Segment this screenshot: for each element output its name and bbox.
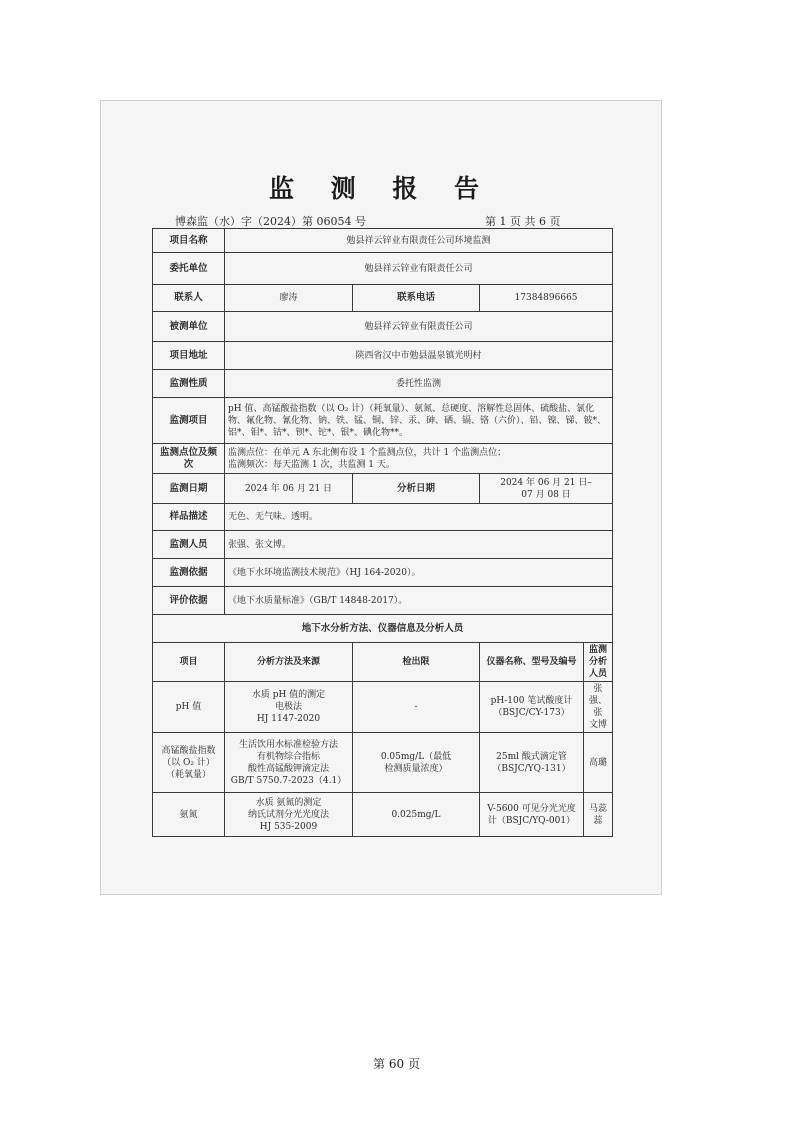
- table-row: [153, 682, 613, 733]
- label-dates: 监测日期: [153, 474, 225, 504]
- method-row-method: 水质 氨氮的测定 纳氏试剂分光光度法 HJ 535-2009: [225, 793, 353, 837]
- value-project-name: 勉县祥云锌业有限责任公司环境监测: [225, 229, 613, 253]
- label-client: 委托单位: [153, 253, 225, 285]
- value-points: 监测点位：在单元 A 东北侧布设 1 个监测点位，共计 1 个监测点位； 监测频次：每天监测 1 次，共监测 1 天。: [225, 444, 613, 474]
- row-basis: [153, 559, 613, 587]
- method-row-instrument: pH-100 笔试酸度计 （BSJC/CY-173）: [480, 682, 584, 733]
- row-sample: [153, 504, 613, 531]
- table-row: [153, 733, 613, 793]
- label-nature: 监测性质: [153, 370, 225, 398]
- label-staff: 监测人员: [153, 531, 225, 559]
- report-info-table: [152, 228, 613, 837]
- method-row-method: 生活饮用水标准检验方法 有机物综合指标 酸性高锰酸钾滴定法 GB/T 5750.7-2023（4.1）: [225, 733, 353, 793]
- methods-header-limit: 检出限: [353, 643, 480, 682]
- label-sample: 样品描述: [153, 504, 225, 531]
- method-row-limit: 0.05mg/L（最低 检测质量浓度）: [353, 733, 480, 793]
- label-monitored-unit: 被测单位: [153, 312, 225, 342]
- value-phone: 17384896665: [480, 285, 613, 312]
- value-staff: 张强、张文博。: [225, 531, 613, 559]
- label-evaluation: 评价依据: [153, 587, 225, 615]
- row-evaluation: [153, 587, 613, 615]
- value-analysis-dates: 2024 年 06 月 21 日– 07 月 08 日: [480, 474, 613, 504]
- value-evaluation: 《地下水质量标准》（GB/T 14848-2017）。: [225, 587, 613, 615]
- method-row-item: 氨氮: [153, 793, 225, 837]
- label-items: 监测项目: [153, 398, 225, 444]
- label-address: 项目地址: [153, 342, 225, 370]
- row-methods-section-title: [153, 615, 613, 643]
- value-address: 陕西省汉中市勉县温泉镇光明村: [225, 342, 613, 370]
- label-project-name: 项目名称: [153, 229, 225, 253]
- value-client: 勉县祥云锌业有限责任公司: [225, 253, 613, 285]
- row-contact: [153, 285, 613, 312]
- label-analysis-dates: 分析日期: [353, 474, 480, 504]
- row-client: [153, 253, 613, 285]
- method-row-analyst: 高璐: [584, 733, 613, 793]
- scanned-report-page: [100, 100, 662, 895]
- methods-header-item: 项目: [153, 643, 225, 682]
- value-items: pH 值、高锰酸盐指数（以 O₂ 计）（耗氧量）、氨氮、总硬度、溶解性总固体、硫酸盐、氯化物、氟化物、氰化物、钠、铁、锰、铜、锌、汞、砷、硒、镉、铬（六价）、铅、镍、锑、铍*、铝*、钼*、钴*、钡*、铊*、银*、碘化物**。: [225, 398, 613, 444]
- label-contact: 联系人: [153, 285, 225, 312]
- method-row-item: pH 值: [153, 682, 225, 733]
- value-dates: 2024 年 06 月 21 日: [225, 474, 353, 504]
- methods-header-row: [153, 643, 613, 682]
- method-row-analyst: 张强、张 文博: [584, 682, 613, 733]
- row-items: [153, 398, 613, 444]
- methods-header-method: 分析方法及来源: [225, 643, 353, 682]
- row-monitored-unit: [153, 312, 613, 342]
- method-row-limit: 0.025mg/L: [353, 793, 480, 837]
- methods-section-title: 地下水分析方法、仪器信息及分析人员: [153, 615, 613, 643]
- method-row-instrument: V-5600 可见分光光度 计（BSJC/YQ-001）: [480, 793, 584, 837]
- label-phone: 联系电话: [353, 285, 480, 312]
- value-sample: 无色、无气味、透明。: [225, 504, 613, 531]
- method-row-analyst: 马蕊蕊: [584, 793, 613, 837]
- report-reference-number: 博森监（水）字（2024）第 06054 号: [175, 215, 366, 228]
- methods-header-instrument: 仪器名称、型号及编号: [480, 643, 584, 682]
- method-row-method: 水质 pH 值的测定 电极法 HJ 1147-2020: [225, 682, 353, 733]
- label-basis: 监测依据: [153, 559, 225, 587]
- methods-header-analyst: 监测分析人员: [584, 643, 613, 682]
- value-basis: 《地下水环境监测技术规范》（HJ 164-2020）。: [225, 559, 613, 587]
- page-number: 第 60 页: [373, 1057, 420, 1071]
- value-contact: 廖涛: [225, 285, 353, 312]
- method-row-limit: -: [353, 682, 480, 733]
- table-row: [153, 793, 613, 837]
- method-row-instrument: 25ml 酸式滴定管 （BSJC/YQ-131）: [480, 733, 584, 793]
- row-points: [153, 444, 613, 474]
- row-dates: [153, 474, 613, 504]
- row-project-name: [153, 229, 613, 253]
- row-nature: [153, 370, 613, 398]
- label-points: 监测点位及频次: [153, 444, 225, 474]
- row-address: [153, 342, 613, 370]
- report-title: 监 测 报 告: [268, 174, 494, 203]
- method-row-item: 高锰酸盐指数 （以 O₂ 计） （耗氧量）: [153, 733, 225, 793]
- row-staff: [153, 531, 613, 559]
- value-nature: 委托性监测: [225, 370, 613, 398]
- value-monitored-unit: 勉县祥云锌业有限责任公司: [225, 312, 613, 342]
- report-page-info: 第 1 页 共 6 页: [485, 215, 561, 228]
